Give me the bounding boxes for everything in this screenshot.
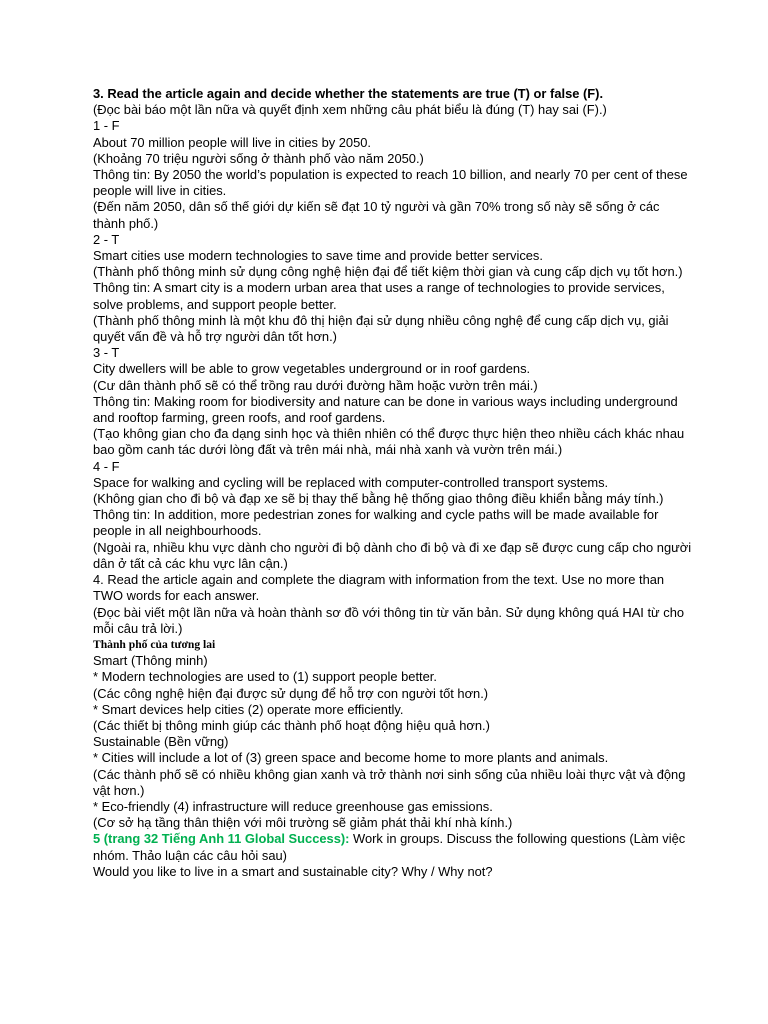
exercise-4-title: 4. Read the article again and complete the diagram with information from the text. Use no more than TWO words for each answer. xyxy=(93,572,665,604)
statement-4-translation: (Không gian cho đi bộ và đạp xe sẽ bị thay thế bằng hệ thống giao thông điều khiển bằng máy tính.) xyxy=(93,491,664,507)
answer-4: 4 - F xyxy=(93,458,120,474)
exercise-3-title: 3. Read the article again and decide whether the statements are true (T) or false (F). xyxy=(93,86,604,101)
diagram-item-4-translation: (Cơ sở hạ tầng thân thiện với môi trường sẽ giảm phát thải khí nhà kính.) xyxy=(93,815,513,831)
exercise-5-text: Work in groups. Discuss the following questions (Làm việc nhóm. Thảo luận các câu hỏi sau) xyxy=(93,831,686,863)
statement-1: About 70 million people will live in cities by 2050. xyxy=(93,134,372,150)
info-2-translation: (Thành phố thông minh là một khu đô thị hiện đại sử dụng nhiều công nghệ để cung cấp dịch vụ, giải quyết vấn đề và hỗ trợ người dân tốt hơn.) xyxy=(93,312,669,345)
exercise-5-question: Would you like to live in a smart and sustainable city? Why / Why not? xyxy=(93,863,493,879)
statement-2: Smart cities use modern technologies to save time and provide better services. xyxy=(93,248,543,264)
diagram-sustainable-label: Sustainable (Bền vững) xyxy=(93,734,229,750)
document-page xyxy=(93,86,693,880)
diagram-item-4: * Eco-friendly (4) infrastructure will reduce greenhouse gas emissions. xyxy=(93,798,493,814)
exercise-4-title-translation: (Đọc bài viết một lần nữa và hoàn thành sơ đồ với thông tin từ văn bản. Sử dụng không quá HAI từ cho mỗi câu trả lời.) xyxy=(93,604,685,636)
statement-4: Space for walking and cycling will be replaced with computer-controlled transport systems. xyxy=(93,474,609,490)
statement-3-translation: (Cư dân thành phố sẽ có thể trồng rau dưới đường hầm hoặc vườn trên mái.) xyxy=(93,377,538,393)
answer-1: 1 - F xyxy=(93,118,120,134)
diagram-item-3: * Cities will include a lot of (3) green space and become home to more plants and animals. xyxy=(93,750,609,766)
info-3: Thông tin: Making room for biodiversity and nature can be done in various ways including underground and rooftop farming, green roofs, and roof gardens. xyxy=(93,393,678,426)
answer-3: 3 - T xyxy=(93,345,120,361)
statement-2-translation: (Thành phố thông minh sử dụng công nghệ hiện đại để tiết kiệm thời gian và cung cấp dịch vụ tốt hơn.) xyxy=(93,264,683,280)
exercise-3-title-translation: (Đọc bài báo một lần nữa và quyết định xem những câu phát biểu là đúng (T) hay sai (F).) xyxy=(93,102,607,118)
info-1: Thông tin: By 2050 the world’s population is expected to reach 10 billion, and nearly 70 per cent of these people will live in cities. xyxy=(93,167,688,199)
info-4: Thông tin: In addition, more pedestrian zones for walking and cycle paths will be made available for people in all neighbourhoods. xyxy=(93,507,659,539)
exercise-5-prompt xyxy=(93,831,693,863)
diagram-smart-label: Smart (Thông minh) xyxy=(93,653,208,669)
statement-3: City dwellers will be able to grow vegetables underground or in roof gardens. xyxy=(93,361,531,377)
exercise-5-label: 5 (trang 32 Tiếng Anh 11 Global Success): xyxy=(93,831,350,847)
diagram-item-2: * Smart devices help cities (2) operate more efficiently. xyxy=(93,701,404,717)
answer-2: 2 - T xyxy=(93,231,120,247)
info-1-translation: (Đến năm 2050, dân số thế giới dự kiến sẽ đạt 10 tỷ người và gần 70% trong số này sẽ sống ở các thành phố.) xyxy=(93,199,660,231)
info-3-translation: (Tạo không gian cho đa dạng sinh học và thiên nhiên có thể được thực hiện theo nhiều cách khác nhau bao gồm canh tác dưới lòng đất và trên mái nhà, mái nhà xanh và vườn trên mái.) xyxy=(93,426,685,458)
diagram-item-1-translation: (Các công nghệ hiện đại được sử dụng để hỗ trợ con người tốt hơn.) xyxy=(93,685,489,701)
diagram-item-1: * Modern technologies are used to (1) support people better. xyxy=(93,669,437,685)
info-2: Thông tin: A smart city is a modern urban area that uses a range of technologies to provide services, solve problems, and support people better. xyxy=(93,280,665,312)
statement-1-translation: (Khoảng 70 triệu người sống ở thành phố vào năm 2050.) xyxy=(93,150,424,166)
diagram-item-3-translation: (Các thành phố sẽ có nhiều không gian xanh và trở thành nơi sinh sống của nhiều loài thực vật và động vật hơn.) xyxy=(93,766,686,798)
diagram-item-2-translation: (Các thiết bị thông minh giúp các thành phố hoạt động hiệu quả hơn.) xyxy=(93,717,490,733)
diagram-heading: Thành phố của tương lai xyxy=(93,637,216,651)
info-4-translation: (Ngoài ra, nhiều khu vực dành cho người đi bộ dành cho đi bộ và đi xe đạp sẽ được cung cấp cho người dân ở tất cả các khu vực lân cận.) xyxy=(93,539,692,571)
